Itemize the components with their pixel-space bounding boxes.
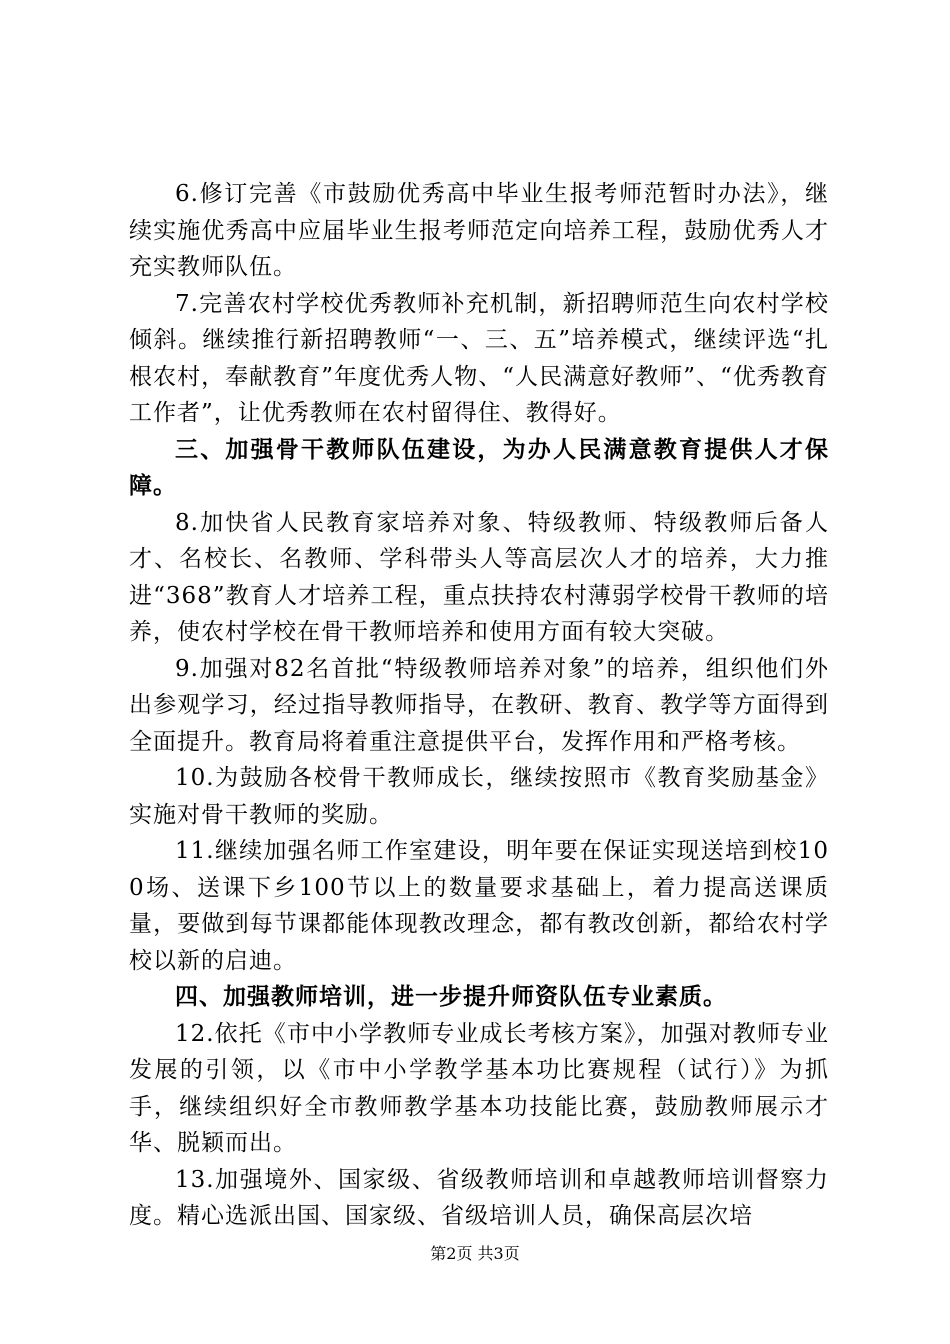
paragraph-6: 6.修订完善《市鼓励优秀高中毕业生报考师范暂时办法》，继续实施优秀高中应届毕业生报考师范定向培养工程，鼓励优秀人才充实教师队伍。	[129, 181, 829, 280]
paragraph-11: 11.继续加强名师工作室建设，明年要在保证实现送培到校100场、送课下乡100节以上的数量要求基础上，着力提高送课质量，要做到每节课都能体现教改理念，都有教改创新，都给农村学校以新的启迪。	[129, 838, 829, 974]
section-heading-3: 三、加强骨干教师队伍建设，为办人民满意教育提供人才保障。	[129, 436, 829, 499]
page-footer: 第2页 共3页	[430, 1244, 520, 1263]
paragraph-8: 8.加快省人民教育家培养对象、特级教师、特级教师后备人才、名校长、名教师、学科带头人等高层次人才的培养，大力推进“368”教育人才培养工程，重点扶持农村薄弱学校骨干教师的培养，使农村学校在骨干教师培养和使用方面有较大突破。	[129, 509, 829, 645]
document-body	[129, 176, 829, 1235]
paragraph-7: 7.完善农村学校优秀教师补充机制，新招聘师范生向农村学校倾斜。继续推行新招聘教师“一、三、五”培养模式，继续评选“扎根农村，奉献教育”年度优秀人物、“人民满意好教师”、“优秀教育工作者”，让优秀教师在农村留得住、教得好。	[129, 290, 829, 426]
paragraph-10: 10.为鼓励各校骨干教师成长，继续按照市《教育奖励基金》实施对骨干教师的奖励。	[129, 765, 829, 828]
paragraph-12: 12.依托《市中小学教师专业成长考核方案》，加强对教师专业发展的引领，以《市中小学教学基本功比赛规程（试行）》为抓手，继续组织好全市教师教学基本功技能比赛，鼓励教师展示才华、脱颖而出。	[129, 1020, 829, 1156]
paragraph-9: 9.加强对82名首批“特级教师培养对象”的培养，组织他们外出参观学习，经过指导教师指导，在教研、教育、教学等方面得到全面提升。教育局将着重注意提供平台，发挥作用和严格考核。	[129, 655, 829, 755]
section-heading-4: 四、加强教师培训，进一步提升师资队伍专业素质。	[175, 984, 727, 1010]
paragraph-13: 13.加强境外、国家级、省级教师培训和卓越教师培训督察力度。精心选派出国、国家级、省级培训人员，确保高层次培	[129, 1166, 829, 1229]
